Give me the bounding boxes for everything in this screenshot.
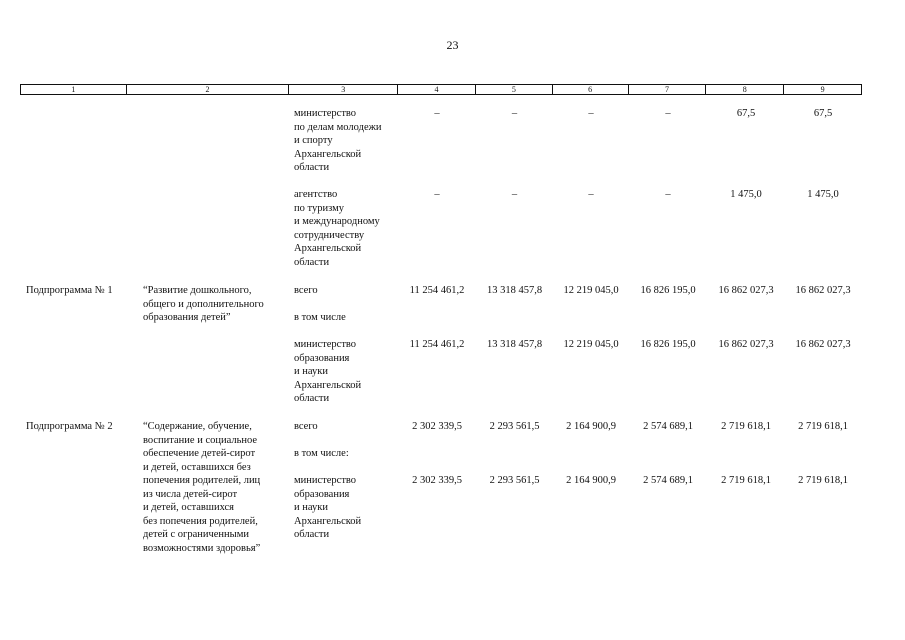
value-col-8: 16 862 027,3 [718, 285, 774, 296]
value-col-9: 67,5 [813, 108, 833, 119]
header-col-9: 9 [820, 85, 825, 94]
value-col-8: 67,5 [736, 108, 756, 119]
value-col-6: 12 219 045,0 [563, 285, 619, 296]
table-header-row [20, 84, 862, 95]
value-col-4: 2 302 339,5 [412, 421, 462, 432]
value-col-4: – [434, 108, 440, 119]
page-number: 23 [446, 38, 459, 52]
header-col-8: 8 [706, 85, 784, 94]
program-cell: Подпрограмма № 2 [26, 421, 113, 432]
value-col-9: 2 719 618,1 [798, 421, 848, 432]
value-col-5: 13 318 457,8 [486, 285, 543, 296]
value-col-9: 1 475,0 [807, 189, 839, 200]
program-cell: Подпрограмма № 1 [26, 285, 113, 296]
executor-cell: всего в том числе [294, 285, 346, 323]
value-col-6: 12 219 045,0 [563, 339, 619, 350]
value-col-6: 2 164 900,9 [566, 421, 616, 432]
executor-cell: министерство по делам молодежи и спорту Архангельской области [294, 108, 382, 173]
header-col-6: 6 [553, 85, 629, 94]
executor-cell: министерство образования и науки Архангельской области [294, 339, 362, 404]
value-col-7: 16 826 195,0 [640, 285, 696, 296]
value-col-5: – [511, 189, 518, 200]
value-col-4: 11 254 461,2 [409, 339, 465, 350]
program-name-cell: “Развитие дошкольного, общего и дополнительного образования детей” [143, 285, 264, 323]
value-col-5: – [511, 108, 518, 119]
value-col-6: 2 164 900,9 [566, 475, 616, 486]
value-col-4: 2 302 339,5 [412, 475, 462, 486]
header-col-2: 2 [127, 85, 290, 94]
value-col-8: 1 475,0 [730, 189, 762, 200]
header-col-3: 3 [289, 85, 398, 94]
header-col-7: 7 [629, 85, 707, 94]
value-col-9: 16 862 027,3 [795, 339, 851, 350]
value-col-7: – [665, 108, 671, 119]
header-col-1: 1 [21, 85, 127, 94]
value-col-4: 11 254 461,2 [409, 285, 465, 296]
value-col-8: 16 862 027,3 [718, 339, 774, 350]
value-col-9: 2 719 618,1 [798, 475, 848, 486]
value-col-4: – [434, 189, 440, 200]
program-name-cell: “Содержание, обучение, воспитание и социальное обеспечение детей-сирот и детей, оставшихся без попечения родителей, лиц из числа детей-сирот и детей, оставшихся без попечения родителей, детей с ограниченными возможностями здоровья” [143, 421, 261, 554]
value-col-9: 16 862 027,3 [795, 285, 851, 296]
executor-cell: всего в том числе: [294, 421, 349, 459]
executor-cell: министерство образования и науки Архангельской области [294, 475, 362, 540]
value-col-8: 2 719 618,1 [721, 475, 771, 486]
executor-cell: агентство по туризму и международному сотрудничеству Архангельской области [294, 189, 380, 268]
value-col-5: 2 293 561,5 [489, 475, 540, 486]
value-col-7: 2 574 689,1 [643, 475, 693, 486]
value-col-5: 2 293 561,5 [489, 421, 540, 432]
value-col-5: 13 318 457,8 [486, 339, 543, 350]
value-col-8: 2 719 618,1 [721, 421, 771, 432]
value-col-7: 16 826 195,0 [640, 339, 696, 350]
header-col-5: 5 [476, 85, 553, 94]
value-col-7: 2 574 689,1 [643, 421, 693, 432]
value-col-6: – [588, 189, 594, 200]
value-col-7: – [665, 189, 671, 200]
value-col-6: – [588, 108, 594, 119]
header-col-4: 4 [398, 85, 476, 94]
